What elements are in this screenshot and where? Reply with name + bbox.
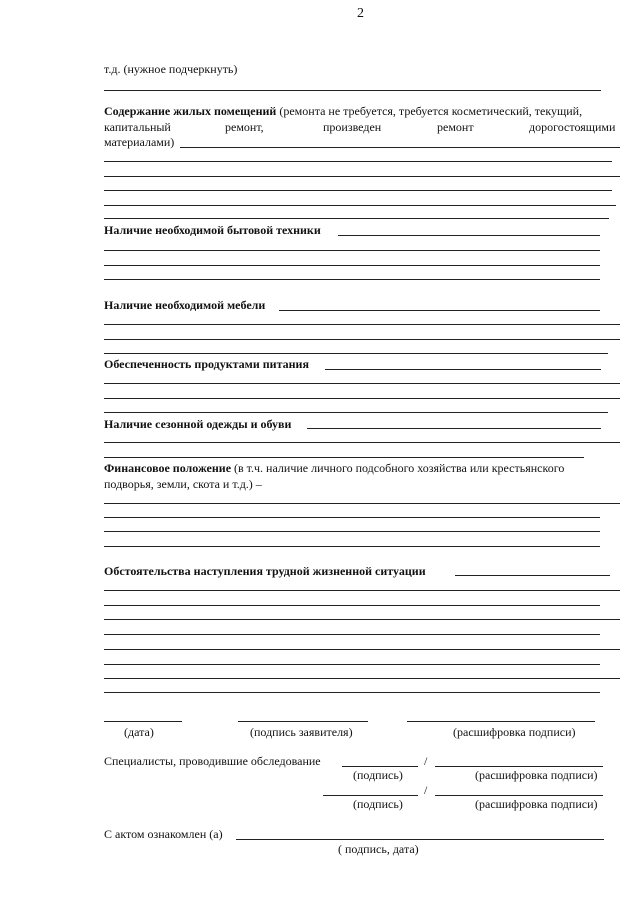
fill-line xyxy=(455,575,610,576)
fill-line xyxy=(104,279,600,280)
fill-line xyxy=(104,442,620,443)
fill-line xyxy=(104,353,608,354)
housing-options-1: (ремонта не требуется, требуется косметический, текущий, xyxy=(279,104,583,118)
finance-line-1 xyxy=(104,461,564,476)
housing-line-1 xyxy=(104,104,582,119)
specialist-2-decoding-line xyxy=(435,795,603,796)
fill-line xyxy=(104,634,600,635)
housing-word-4: ремонт xyxy=(437,120,474,134)
date-caption: (дата) xyxy=(124,725,154,739)
finance-line-2: подворья, земли, скота и т.д.) – xyxy=(104,477,262,491)
fill-line xyxy=(104,605,600,606)
applicant-signature-line xyxy=(238,721,368,722)
fill-line xyxy=(104,218,609,219)
fill-line xyxy=(279,310,600,311)
finance-title: Финансовое положение xyxy=(104,461,232,475)
fill-line xyxy=(104,590,620,591)
housing-word-1: капитальный xyxy=(104,120,171,134)
applicant-signature-caption: (подпись заявителя) xyxy=(250,725,353,739)
date-line xyxy=(104,721,182,722)
housing-word-5: дорогостоящими xyxy=(529,120,616,134)
fill-line xyxy=(104,412,608,413)
specialist-1-signature-line xyxy=(342,766,418,767)
specialist-2-decoding-caption: (расшифровка подписи) xyxy=(475,797,598,811)
appliances-label: Наличие необходимой бытовой техники xyxy=(104,223,321,237)
fill-line xyxy=(104,649,620,650)
fill-line xyxy=(180,147,620,148)
acquainted-signature-line xyxy=(236,839,604,840)
signature-decoding-line xyxy=(407,721,595,722)
fill-line xyxy=(104,90,601,91)
acquainted-label: С актом ознакомлен (а) xyxy=(104,827,223,841)
fill-line xyxy=(104,339,620,340)
finance-options-1: (в т.ч. наличие личного подсобного хозяйства или крестьянского xyxy=(234,461,565,475)
fill-line xyxy=(104,664,600,665)
specialist-1-decoding-caption: (расшифровка подписи) xyxy=(475,768,598,782)
food-label: Обеспеченность продуктами питания xyxy=(104,357,309,371)
slash-2: / xyxy=(424,783,428,797)
page-number: 2 xyxy=(357,6,364,21)
acquainted-caption: ( подпись, дата) xyxy=(338,842,419,856)
fill-line xyxy=(104,398,620,399)
specialist-2-signature-line xyxy=(323,795,418,796)
fill-line xyxy=(104,619,620,620)
fill-line xyxy=(104,457,584,458)
fill-line xyxy=(104,250,600,251)
housing-line-3: материалами) xyxy=(104,135,175,149)
fill-line xyxy=(325,369,601,370)
fill-line xyxy=(104,678,620,679)
specialist-1-signature-caption: (подпись) xyxy=(353,768,403,782)
fill-line xyxy=(104,265,600,266)
circumstances-label: Обстоятельства наступления трудной жизненной ситуации xyxy=(104,564,426,578)
fill-line xyxy=(307,428,601,429)
fill-line xyxy=(104,531,600,532)
slash-1: / xyxy=(424,754,428,768)
fill-line xyxy=(104,324,620,325)
clothes-label: Наличие сезонной одежды и обуви xyxy=(104,417,292,431)
housing-word-3: произведен xyxy=(323,120,382,134)
fill-line xyxy=(104,176,620,177)
fill-line xyxy=(104,546,600,547)
specialist-1-decoding-line xyxy=(435,766,603,767)
fill-line xyxy=(104,503,620,504)
fill-line xyxy=(104,517,600,518)
fill-line xyxy=(338,235,600,236)
fill-line xyxy=(104,205,616,206)
furniture-label: Наличие необходимой мебели xyxy=(104,298,266,312)
specialists-label: Специалисты, проводившие обследование xyxy=(104,754,321,768)
housing-word-2: ремонт, xyxy=(225,120,264,134)
housing-title: Содержание жилых помещений xyxy=(104,104,277,118)
specialist-2-signature-caption: (подпись) xyxy=(353,797,403,811)
fill-line xyxy=(104,692,600,693)
fill-line xyxy=(104,383,620,384)
signature-decoding-caption: (расшифровка подписи) xyxy=(453,725,576,739)
fill-line xyxy=(104,161,612,162)
fill-line xyxy=(104,190,612,191)
underline-instruction: т.д. (нужное подчеркнуть) xyxy=(104,62,238,76)
